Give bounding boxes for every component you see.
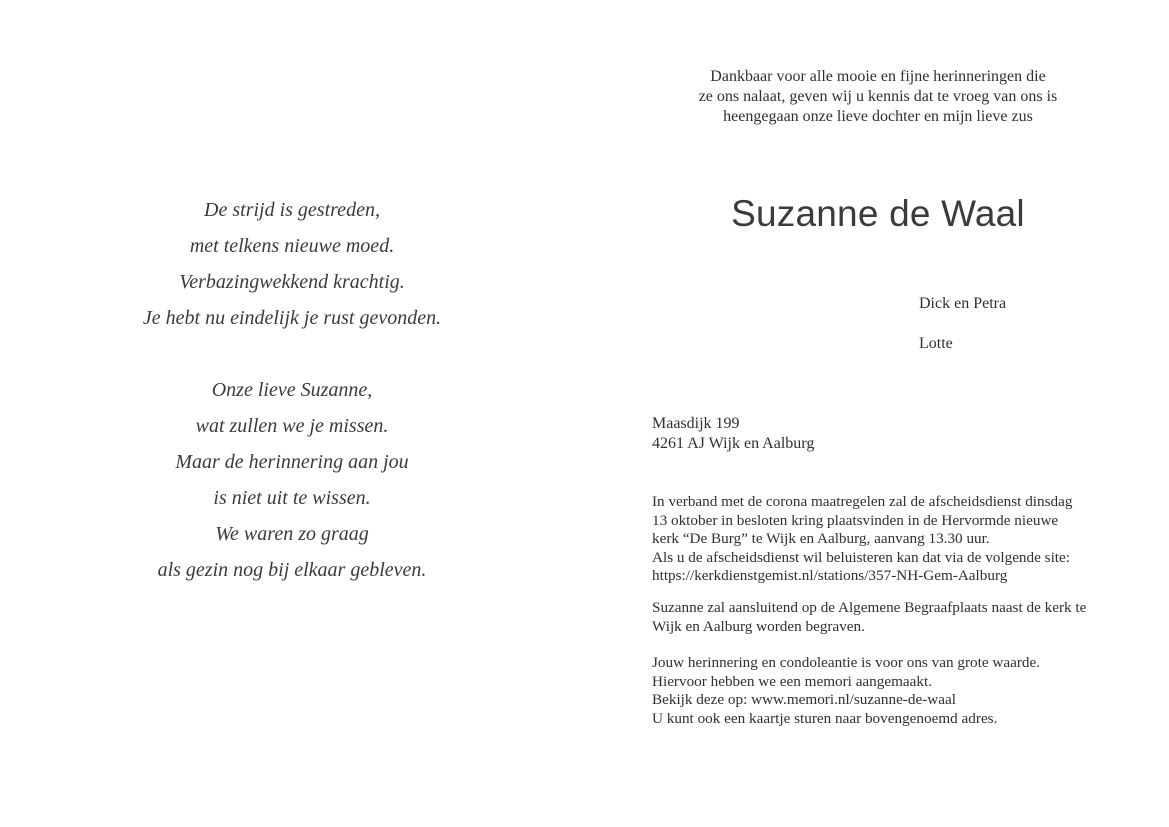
deceased-name: Suzanne de Waal: [731, 193, 1025, 234]
info-line: Wijk en Aalburg worden begraven.: [652, 617, 865, 635]
burial-info: [652, 599, 1112, 636]
family-names-sibling: Lotte: [919, 335, 953, 352]
poem-line: We waren zo graag: [215, 523, 369, 545]
poem-line: Maar de herinnering aan jou: [175, 451, 409, 473]
intro-line: ze ons nalaat, geven wij u kennis dat te vroeg van ons is: [698, 88, 1058, 105]
address-line: 4261 AJ Wijk en Aalburg: [652, 435, 815, 452]
poem-line: De strijd is gestreden,: [204, 199, 380, 221]
poem-line: Onze lieve Suzanne,: [211, 379, 373, 401]
poem-line: Verbazingwekkend krachtig.: [179, 271, 405, 293]
right-page: [584, 0, 1168, 827]
condolence-info: [652, 654, 1112, 728]
info-line: Hiervoor hebben we een memori aangemaakt.: [652, 672, 933, 690]
service-info: [652, 493, 1112, 586]
intro-line: heengegaan onze lieve dochter en mijn lieve zus: [723, 108, 1033, 125]
poem-line: Je hebt nu eindelijk je rust gevonden.: [142, 307, 442, 329]
left-page: [0, 0, 584, 827]
family-names-parents: Dick en Petra: [919, 295, 1007, 312]
info-line: Suzanne zal aansluitend op de Algemene Begraafplaats naast de kerk te: [652, 599, 1087, 616]
info-line: U kunt ook een kaartje sturen naar bovengenoemd adres.: [652, 709, 998, 727]
memori-url: Bekijk deze op: www.memori.nl/suzanne-de-waal: [652, 691, 956, 708]
info-line: 13 oktober in besloten kring plaatsvinden in de Hervormde nieuwe: [652, 511, 1059, 529]
intro-line: Dankbaar voor alle mooie en fijne herinneringen die: [710, 68, 1046, 85]
address-line: Maasdijk 199: [652, 415, 740, 432]
info-line: In verband met de corona maatregelen zal de afscheidsdienst dinsdag: [652, 493, 1073, 510]
poem-line: als gezin nog bij elkaar gebleven.: [157, 559, 427, 581]
poem-stanza-2: [0, 372, 584, 588]
info-line: Als u de afscheidsdienst wil beluisteren kan dat via de volgende site:: [652, 548, 1070, 566]
info-line: kerk “De Burg” te Wijk en Aalburg, aanvang 13.30 uur.: [652, 530, 990, 547]
info-line: Jouw herinnering en condoleantie is voor ons van grote waarde.: [652, 654, 1041, 671]
stream-url: https://kerkdienstgemist.nl/stations/357-NH-Gem-Aalburg: [652, 567, 1008, 584]
poem-line: is niet uit te wissen.: [213, 487, 371, 509]
poem-line: wat zullen we je missen.: [195, 415, 389, 437]
poem-line: met telkens nieuwe moed.: [189, 235, 395, 257]
poem-stanza-1: [0, 192, 584, 336]
address-block: [652, 414, 1112, 454]
intro-text: [584, 67, 1169, 127]
